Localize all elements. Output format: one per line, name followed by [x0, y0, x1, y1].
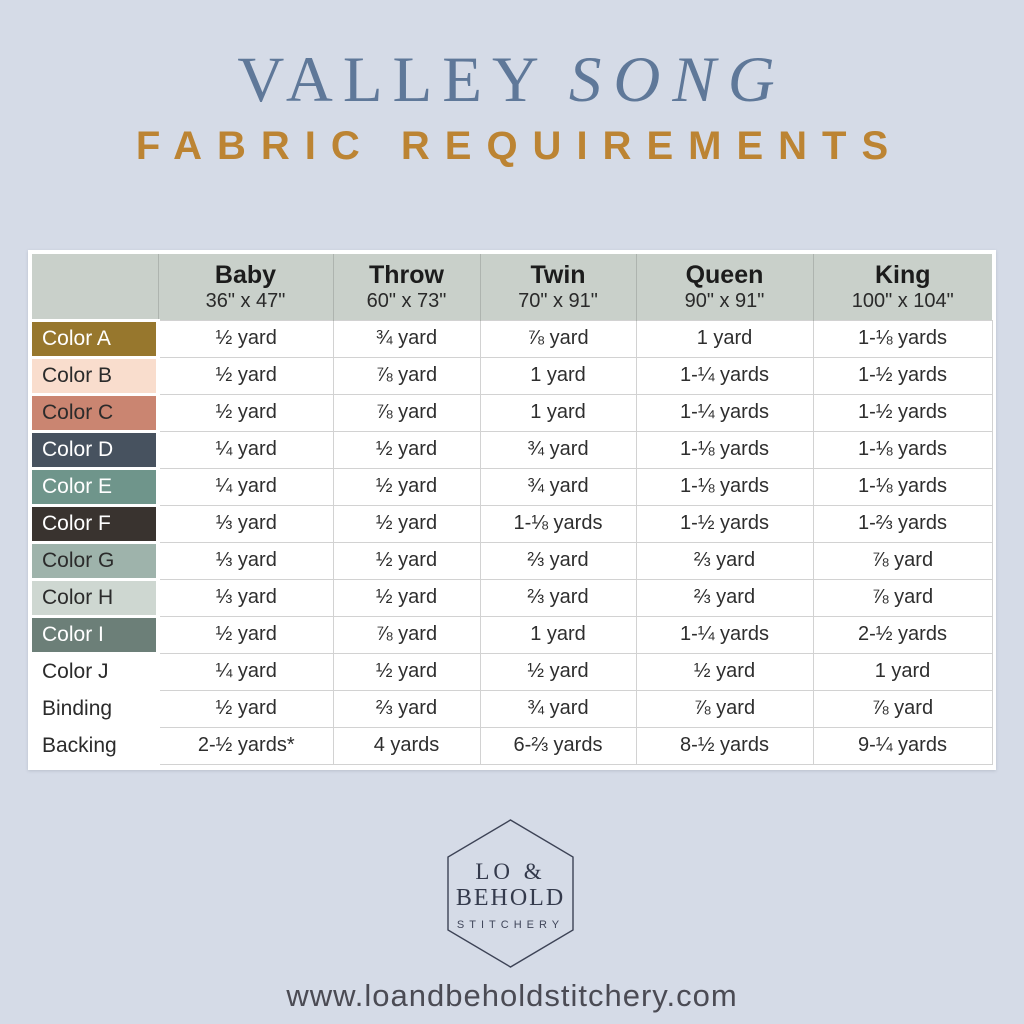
yardage-cell: 1-½ yards	[813, 394, 992, 431]
yardage-cell: ½ yard	[158, 690, 333, 727]
yardage-cell: ⅞ yard	[636, 690, 813, 727]
yardage-cell: ½ yard	[333, 542, 480, 579]
yardage-cell: ½ yard	[333, 505, 480, 542]
yardage-cell: ½ yard	[158, 357, 333, 394]
yardage-cell: ¾ yard	[480, 468, 636, 505]
table-row	[32, 616, 992, 653]
column-dimensions: 70" x 91"	[518, 289, 598, 312]
yardage-cell: ¼ yard	[158, 431, 333, 468]
table-row	[32, 431, 992, 468]
column-size-name: King	[874, 260, 931, 289]
column-header-king	[813, 254, 992, 320]
yardage-cell: 1-¼ yards	[636, 357, 813, 394]
logo-line-lo: LO &	[475, 859, 546, 884]
yardage-cell: 1-⅛ yards	[813, 431, 992, 468]
website-url: www.loandbeholdstitchery.com	[286, 978, 738, 1013]
yardage-table	[32, 254, 993, 766]
row-label-color-b: Color B	[32, 357, 158, 394]
yardage-cell: 2-½ yards*	[158, 727, 333, 764]
yardage-cell: ⅞ yard	[333, 394, 480, 431]
table-row	[32, 653, 992, 690]
table-body	[32, 320, 992, 764]
row-label-color-f: Color F	[32, 505, 158, 542]
yardage-cell: 1 yard	[636, 320, 813, 357]
yardage-cell: ½ yard	[158, 320, 333, 357]
title-word-song: SONG	[568, 44, 787, 116]
yardage-cell: ¾ yard	[480, 431, 636, 468]
row-label-backing: Backing	[32, 727, 158, 764]
yardage-cell: 1-⅔ yards	[813, 505, 992, 542]
column-size-name: Queen	[685, 260, 764, 289]
yardage-cell: ½ yard	[636, 653, 813, 690]
row-label-color-h: Color H	[32, 579, 158, 616]
yardage-cell: 1 yard	[480, 357, 636, 394]
page-title	[0, 46, 1024, 114]
yardage-cell: 1 yard	[480, 616, 636, 653]
fabric-requirements-table	[28, 250, 996, 770]
table-row	[32, 727, 992, 764]
table-row	[32, 505, 992, 542]
logo-line-behold: BEHOLD	[455, 885, 566, 912]
yardage-cell: ½ yard	[158, 616, 333, 653]
yardage-cell: ⅔ yard	[636, 542, 813, 579]
yardage-cell: 1 yard	[480, 394, 636, 431]
yardage-cell: 1-¼ yards	[636, 616, 813, 653]
yardage-cell: ⅓ yard	[158, 505, 333, 542]
yardage-cell: ½ yard	[333, 579, 480, 616]
yardage-cell: ⅓ yard	[158, 579, 333, 616]
brand-logo	[447, 819, 574, 968]
yardage-cell: ½ yard	[333, 468, 480, 505]
yardage-cell: ⅔ yard	[333, 690, 480, 727]
column-header-twin	[480, 254, 636, 320]
row-label-color-i: Color I	[32, 616, 158, 653]
yardage-cell: 1-½ yards	[636, 505, 813, 542]
row-label-color-g: Color G	[32, 542, 158, 579]
table-row	[32, 542, 992, 579]
table-row	[32, 468, 992, 505]
yardage-cell: 9-¼ yards	[813, 727, 992, 764]
yardage-cell: ¾ yard	[333, 320, 480, 357]
logo-text	[447, 859, 574, 931]
yardage-cell: ⅞ yard	[333, 357, 480, 394]
yardage-cell: 6-⅔ yards	[480, 727, 636, 764]
title-word-valley: VALLEY	[237, 44, 549, 116]
row-label-color-a: Color A	[32, 320, 158, 357]
yardage-cell: ⅞ yard	[813, 690, 992, 727]
table-row	[32, 357, 992, 394]
yardage-cell: ⅞ yard	[813, 542, 992, 579]
column-size-name: Baby	[214, 260, 277, 289]
yardage-cell: 1-½ yards	[813, 357, 992, 394]
table-row	[32, 690, 992, 727]
table-row	[32, 320, 992, 357]
table-header-row	[32, 254, 992, 320]
yardage-cell: ½ yard	[333, 431, 480, 468]
yardage-cell: ⅞ yard	[333, 616, 480, 653]
yardage-cell: ¾ yard	[480, 690, 636, 727]
row-label-color-c: Color C	[32, 394, 158, 431]
logo-line-stitchery: STITCHERY	[456, 919, 565, 932]
column-dimensions: 36" x 47"	[205, 289, 286, 312]
yardage-cell: ⅔ yard	[480, 542, 636, 579]
yardage-cell: 1 yard	[813, 653, 992, 690]
yardage-cell: ⅞ yard	[480, 320, 636, 357]
corner-header-cell	[32, 254, 158, 320]
table-row	[32, 394, 992, 431]
column-size-name: Throw	[369, 260, 444, 289]
yardage-cell: ½ yard	[480, 653, 636, 690]
column-dimensions: 60" x 73"	[366, 289, 447, 312]
yardage-cell: 2-½ yards	[813, 616, 992, 653]
row-label-color-j: Color J	[32, 653, 158, 690]
yardage-cell: ⅓ yard	[158, 542, 333, 579]
yardage-cell: 1-⅛ yards	[813, 468, 992, 505]
yardage-cell: 1-⅛ yards	[480, 505, 636, 542]
yardage-cell: ⅔ yard	[480, 579, 636, 616]
yardage-cell: 1-⅛ yards	[636, 431, 813, 468]
yardage-cell: 4 yards	[333, 727, 480, 764]
column-header-queen	[636, 254, 813, 320]
yardage-cell: ⅔ yard	[636, 579, 813, 616]
yardage-cell: ¼ yard	[158, 653, 333, 690]
table-row	[32, 579, 992, 616]
column-header-baby	[158, 254, 333, 320]
yardage-cell: 1-⅛ yards	[636, 468, 813, 505]
column-dimensions: 90" x 91"	[684, 289, 765, 312]
row-label-binding: Binding	[32, 690, 158, 727]
yardage-cell: ½ yard	[158, 394, 333, 431]
column-size-name: Twin	[530, 260, 586, 289]
row-label-color-d: Color D	[32, 431, 158, 468]
yardage-cell: 1-¼ yards	[636, 394, 813, 431]
yardage-cell: 8-½ yards	[636, 727, 813, 764]
yardage-cell: 1-⅛ yards	[813, 320, 992, 357]
row-label-color-e: Color E	[32, 468, 158, 505]
yardage-cell: ¼ yard	[158, 468, 333, 505]
page-subtitle: FABRIC REQUIREMENTS	[135, 124, 904, 168]
column-header-throw	[333, 254, 480, 320]
column-dimensions: 100" x 104"	[851, 289, 954, 312]
yardage-cell: ⅞ yard	[813, 579, 992, 616]
yardage-cell: ½ yard	[333, 653, 480, 690]
